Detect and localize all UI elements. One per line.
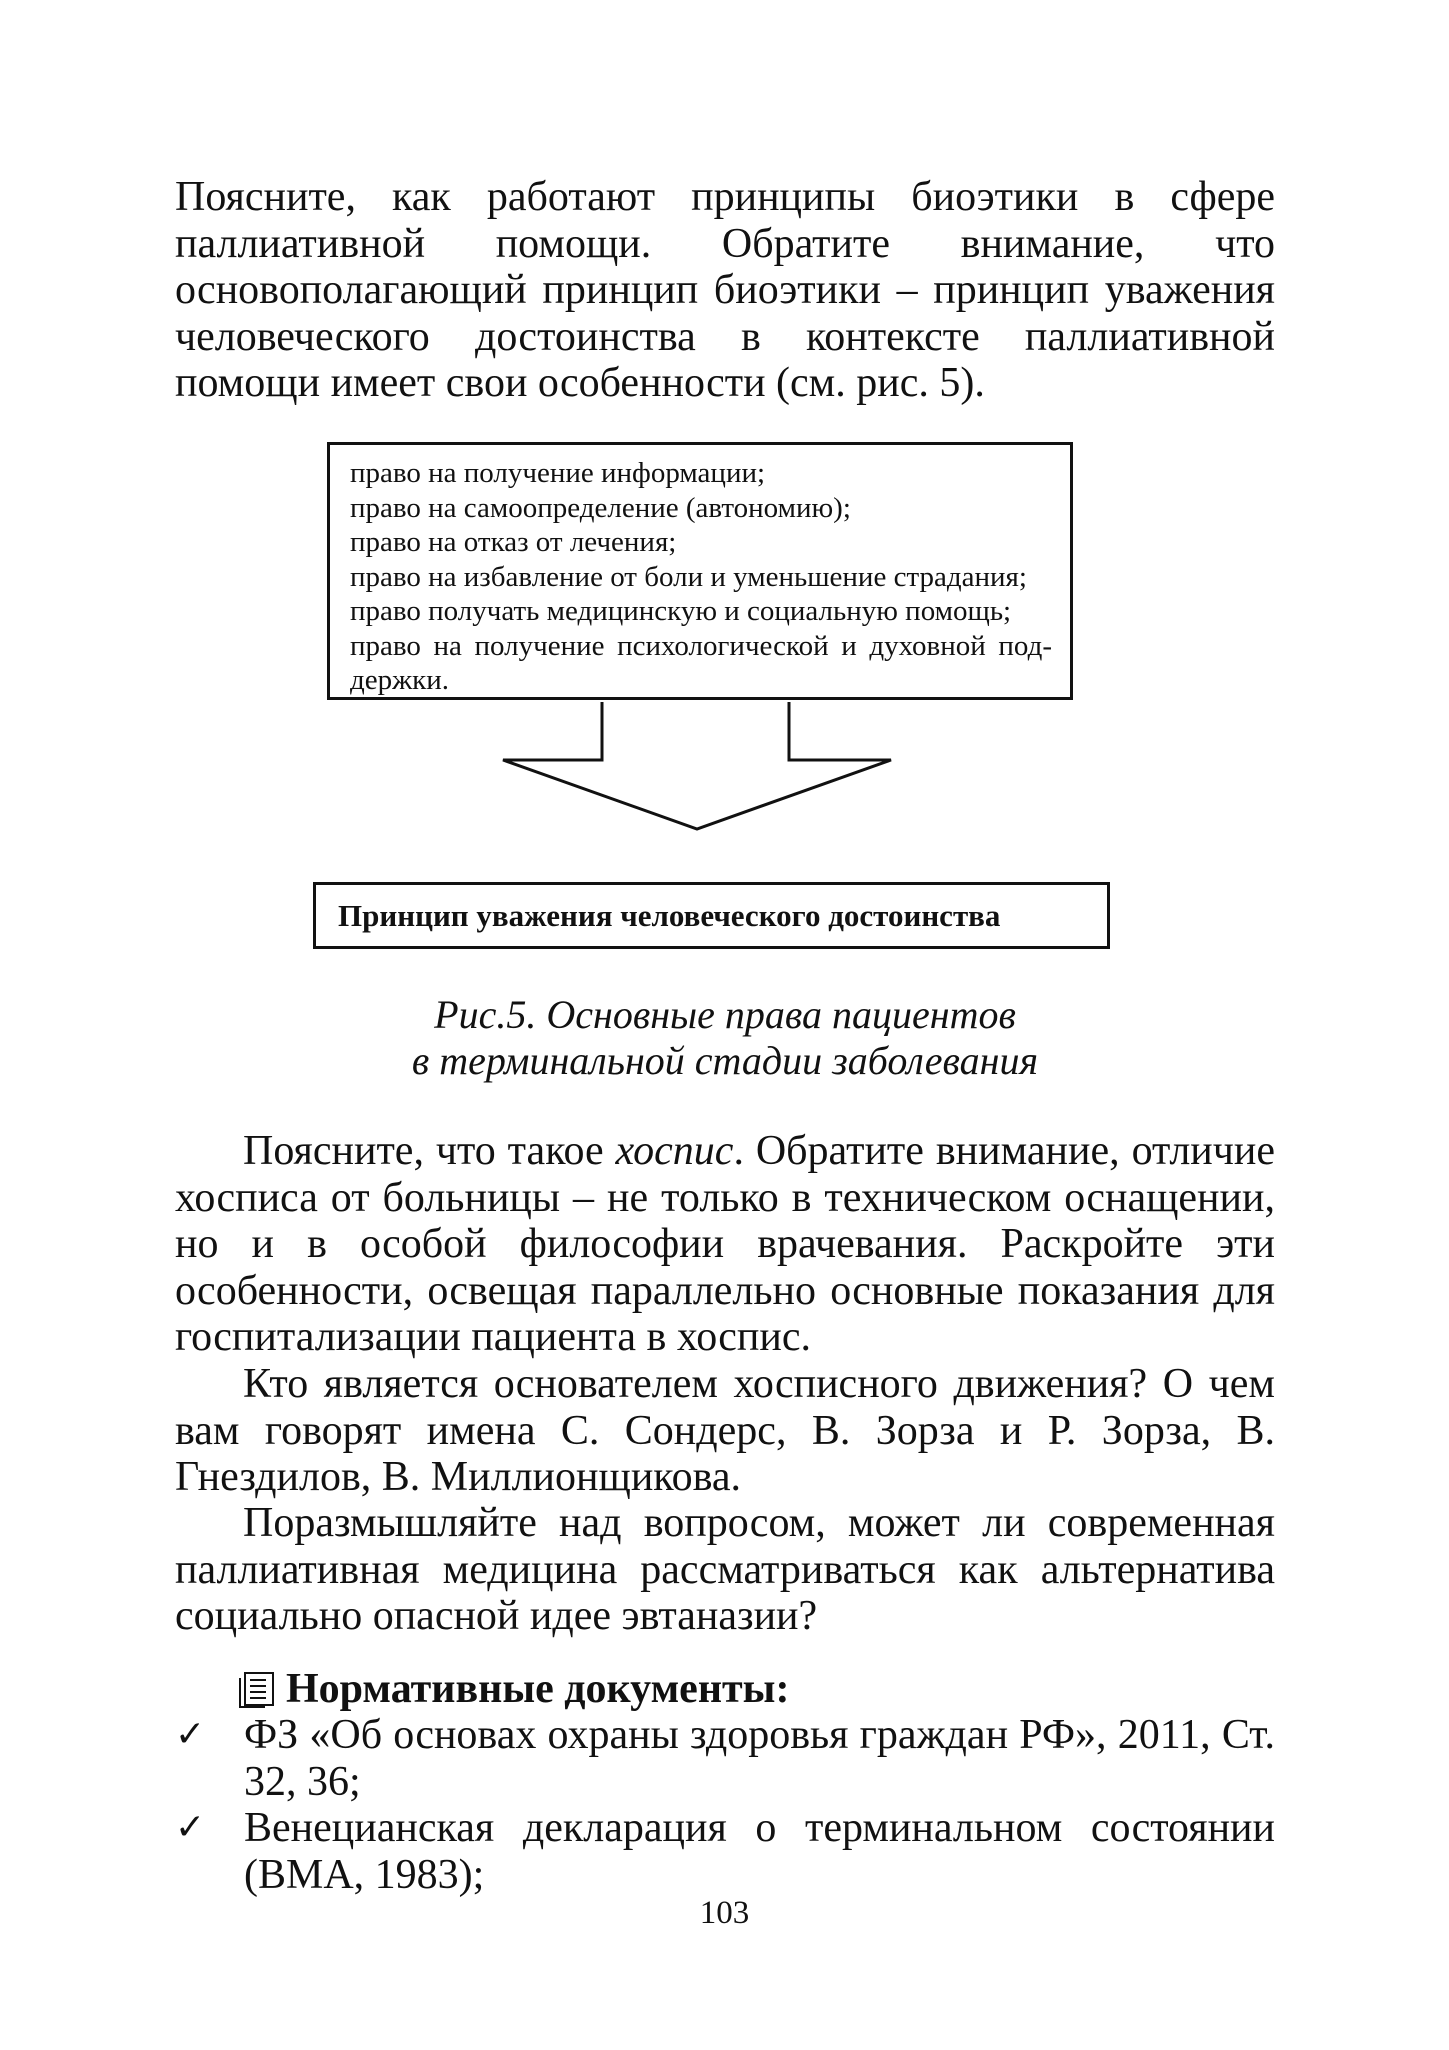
paragraph-hospice-start: Поясните, что такое	[243, 1128, 616, 1174]
paragraph-hospice-rest: . Обратите внимание, отличие хосписа от больницы – не только в техническом оснащении, но и в особой философии врачевания. Раскройте эти особенности, освещая параллельно основные показания для госпитализации пациента в хоспис.	[175, 1128, 1275, 1360]
paragraph-bioethics: Поясните, как работают принципы биоэтики в сфере паллиативной помощи. Обратите внимание, что основополагающий принцип биоэтики – принцип уважения человеческого достоинства в контексте паллиативной помощи имеет свои особенности (см. рис. 5).	[175, 174, 1275, 406]
paragraph-euthanasia: Поразмышляйте над вопросом, может ли современная паллиативная медицина рассматриваться как альтернатива социально опасной идее эвтаназии?	[175, 1500, 1275, 1639]
right-item: право на получение психологической и духовной под-	[350, 629, 1052, 662]
figure-caption-line-1: Рис.5. Основные права пациентов	[434, 992, 1016, 1037]
principle-box: Принцип уважения человеческого достоинства	[313, 882, 1110, 949]
right-item: право на избавление от боли и уменьшение страдания;	[350, 560, 1027, 593]
documents-heading-text: Нормативные документы:	[286, 1666, 790, 1712]
paragraph-hospice	[175, 1128, 1275, 1361]
checkmark-icon: ✓	[175, 1714, 206, 1755]
down-arrow-icon	[0, 0, 1449, 880]
hospice-term: хоспис	[615, 1128, 734, 1174]
document-text: Венецианская декларация о терминальном состоянии (ВМА, 1983);	[244, 1805, 1275, 1898]
document-text: ФЗ «Об основах охраны здоровья граждан РФ», 2011, Ст. 32, 36;	[244, 1712, 1275, 1805]
document-icon	[244, 1672, 274, 1706]
right-item: право на самоопределение (автономию);	[350, 491, 851, 524]
checkmark-icon: ✓	[175, 1807, 206, 1848]
right-item: право на отказ от лечения;	[350, 526, 677, 558]
right-item: право на получение информации;	[350, 457, 766, 489]
page-number: 103	[699, 1895, 750, 1931]
paragraph-founders: Кто является основателем хосписного движения? О чем вам говорят имена С. Сондерс, В. Зорза и Р. Зорза, В. Гнездилов, В. Миллионщикова.	[175, 1361, 1275, 1500]
document-list-item	[175, 1712, 1275, 1805]
documents-heading	[244, 1665, 789, 1713]
figure-caption-line-2: в терминальной стадии заболевания	[411, 1038, 1039, 1083]
right-item: право получать медицинскую и социальную помощь;	[350, 595, 1012, 627]
document-list-item	[175, 1805, 1275, 1898]
right-item: держки.	[350, 664, 450, 696]
